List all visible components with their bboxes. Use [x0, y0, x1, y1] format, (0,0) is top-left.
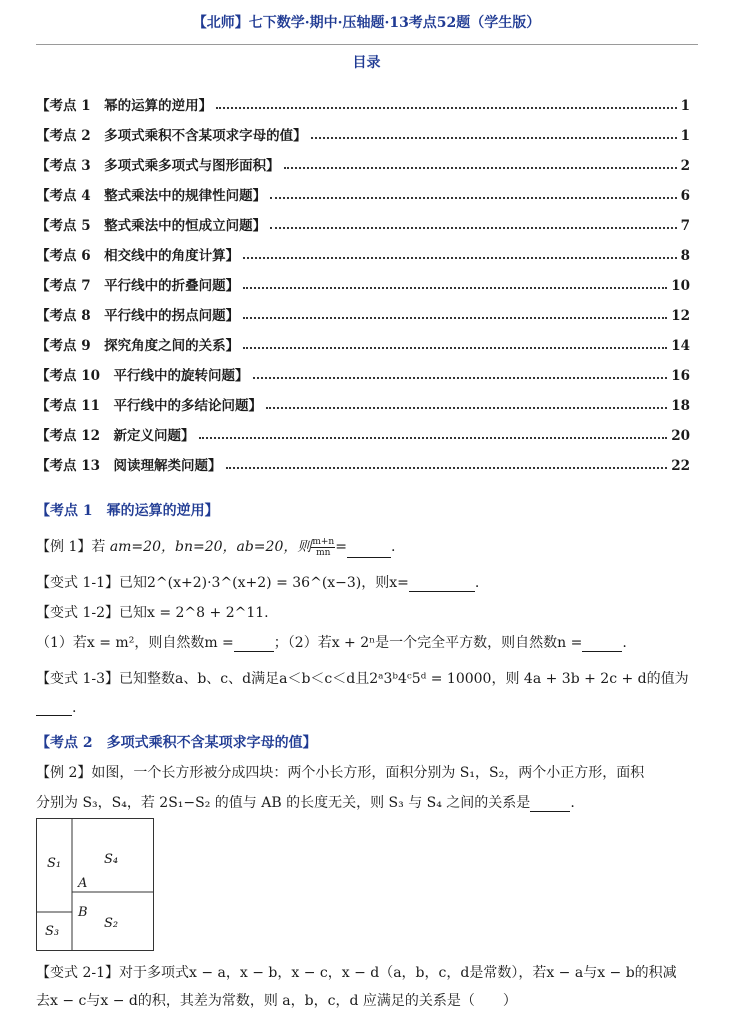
toc-entry-label: 【考点 12 新定义问题】 [36, 428, 195, 444]
toc-entry[interactable] [36, 264, 690, 294]
toc-entry-page: 8 [680, 248, 690, 264]
toc-entry-page: 14 [671, 338, 690, 354]
section-2-heading: 【考点 2 多项式乘积不含某项求字母的值】 [36, 735, 317, 751]
toc-entry-label: 【考点 4 整式乘法中的规律性问题】 [36, 188, 267, 204]
rectangle-figure [36, 818, 154, 951]
variant-1-3-text: 【变式 1-3】已知整数a、b、c、d满足a＜b＜c＜d且2ᵃ3ᵇ4ᶜ5ᵈ = 10000，则 4a + 3b + 2c + d的值为 [36, 671, 689, 687]
toc-entry-page: 2 [680, 158, 690, 174]
toc-entry-page: 1 [680, 98, 690, 114]
variant-1-3-blank-line: . [36, 700, 76, 716]
toc-entry[interactable] [36, 144, 690, 174]
toc-leader-dots [243, 317, 667, 319]
toc-entry-label: 【考点 6 相交线中的角度计算】 [36, 248, 240, 264]
toc-entry-page: 7 [680, 218, 690, 234]
toc-leader-dots [270, 227, 677, 229]
variant-1-2-q1: （1）若x = m²，则自然数m = [36, 635, 234, 651]
toc-entry[interactable] [36, 444, 690, 474]
variant-2-1-line-1: 【变式 2-1】对于多项式x − a，x − b，x − c，x − d（a，b，c，d是常数），若x − a与x − b的积减 [36, 965, 677, 981]
toc-leader-dots [270, 197, 677, 199]
answer-blank [530, 811, 570, 812]
toc-leader-dots [216, 107, 677, 109]
toc-entry[interactable] [36, 354, 690, 384]
toc-leader-dots [284, 167, 677, 169]
variant-1-2-prefix: 【变式 1-2】已知 [36, 605, 147, 621]
toc-entry[interactable] [36, 294, 690, 324]
toc-entry[interactable] [36, 204, 690, 234]
table-of-contents [36, 84, 690, 474]
answer-blank [582, 651, 622, 652]
toc-leader-dots [311, 137, 677, 139]
toc-entry[interactable] [36, 84, 690, 114]
example-2-line-2-text: 分别为 S₃，S₄，若 2S₁−S₂ 的值与 AB 的长度无关，则 S₃ 与 S₄ 之间的关系是 [36, 795, 531, 811]
toc-entry-label: 【考点 3 多项式乘多项式与图形面积】 [36, 158, 280, 174]
toc-entry-page: 22 [671, 458, 690, 474]
variant-1-1: 【变式 1-1】已知2^(x+2)·3^(x+2) = 36^(x−3)，则x= . [36, 575, 480, 591]
example-1-suffix: = [335, 539, 347, 555]
answer-blank [347, 557, 391, 558]
label-s4: S₄ [104, 852, 119, 867]
example-1-prefix: 【例 1】若 [36, 539, 110, 555]
label-s2: S₂ [104, 916, 119, 931]
variant-1-2-q2: ；（2）若x + 2ⁿ是一个完全平方数，则自然数n = [273, 635, 583, 651]
variant-1-2-expr: x = 2^8 + 2^11. [147, 605, 269, 621]
fraction [311, 537, 335, 558]
example-2-line-1: 【例 2】如图，一个长方形被分成四块：两个小长方形，面积分别为 S₁，S₂，两个小正方形，面积 [36, 765, 645, 781]
toc-entry-label: 【考点 2 多项式乘积不含某项求字母的值】 [36, 128, 307, 144]
toc-entry-label: 【考点 1 幂的运算的逆用】 [36, 98, 213, 114]
answer-blank [409, 591, 475, 592]
variant-1-1-expr: 2^(x+2)·3^(x+2) = 36^(x−3) [147, 575, 362, 591]
toc-entry-page: 6 [680, 188, 690, 204]
toc-leader-dots [266, 407, 667, 409]
toc-entry[interactable] [36, 234, 690, 264]
toc-entry-page: 10 [671, 278, 690, 294]
toc-entry[interactable] [36, 414, 690, 444]
header-divider [36, 44, 698, 45]
toc-entry-label: 【考点 11 平行线中的多结论问题】 [36, 398, 262, 414]
toc-entry-label: 【考点 5 整式乘法中的恒成立问题】 [36, 218, 267, 234]
variant-1-3 [36, 668, 689, 688]
toc-entry-label: 【考点 13 阅读理解类问题】 [36, 458, 222, 474]
fraction-denominator: mn [316, 547, 331, 558]
toc-entry-label: 【考点 10 平行线中的旋转问题】 [36, 368, 249, 384]
toc-leader-dots [243, 347, 667, 349]
answer-blank [36, 715, 72, 716]
label-s1: S₁ [47, 856, 62, 871]
label-s3: S₃ [45, 924, 60, 939]
toc-leader-dots [253, 377, 668, 379]
variant-1-1-prefix: 【变式 1-1】已知 [36, 575, 147, 591]
fraction-numerator: m+n [312, 536, 335, 547]
toc-entry-label: 【考点 9 探究角度之间的关系】 [36, 338, 240, 354]
variant-2-1-line-2: 去x − c与x − d的积，其差为常数，则 a，b，c，d 应满足的关系是（ ） [36, 993, 517, 1009]
label-a: A [78, 876, 88, 891]
example-1-body: am=20，bn=20，ab=20，则 [109, 539, 312, 555]
toc-title: 目录 [352, 55, 381, 71]
variant-1-2-questions: （1）若x = m²，则自然数m = ；（2）若x + 2ⁿ是一个完全平方数，则自然数n = . [36, 635, 627, 651]
toc-entry-label: 【考点 8 平行线中的拐点问题】 [36, 308, 240, 324]
toc-leader-dots [199, 437, 668, 439]
answer-blank [234, 651, 274, 652]
example-2-line-2: 分别为 S₃，S₄，若 2S₁−S₂ 的值与 AB 的长度无关，则 S₃ 与 S₄ 之间的关系是 . [36, 795, 575, 811]
page-header: 【北师】七下数学·期中·压轴题·13考点52题（学生版） [192, 15, 541, 31]
toc-entry[interactable] [36, 174, 690, 204]
variant-1-1-suffix: ，则x= [361, 575, 409, 591]
toc-leader-dots [226, 467, 668, 469]
toc-entry-page: 20 [671, 428, 690, 444]
toc-entry-page: 12 [671, 308, 690, 324]
section-1-heading: 【考点 1 幂的运算的逆用】 [36, 503, 219, 519]
toc-leader-dots [243, 257, 677, 259]
example-1: 【例 1】若 am=20，bn=20，ab=20，则 $\frac{m+n}{mn}$ = . [36, 536, 396, 558]
toc-entry-page: 16 [671, 368, 690, 384]
toc-entry-label: 【考点 7 平行线中的折叠问题】 [36, 278, 240, 294]
toc-entry-page: 18 [671, 398, 690, 414]
toc-entry[interactable] [36, 384, 690, 414]
toc-entry-page: 1 [680, 128, 690, 144]
toc-entry[interactable] [36, 324, 690, 354]
toc-entry[interactable] [36, 114, 690, 144]
variant-1-2 [36, 602, 269, 622]
label-b: B [78, 905, 88, 920]
toc-leader-dots [243, 287, 667, 289]
